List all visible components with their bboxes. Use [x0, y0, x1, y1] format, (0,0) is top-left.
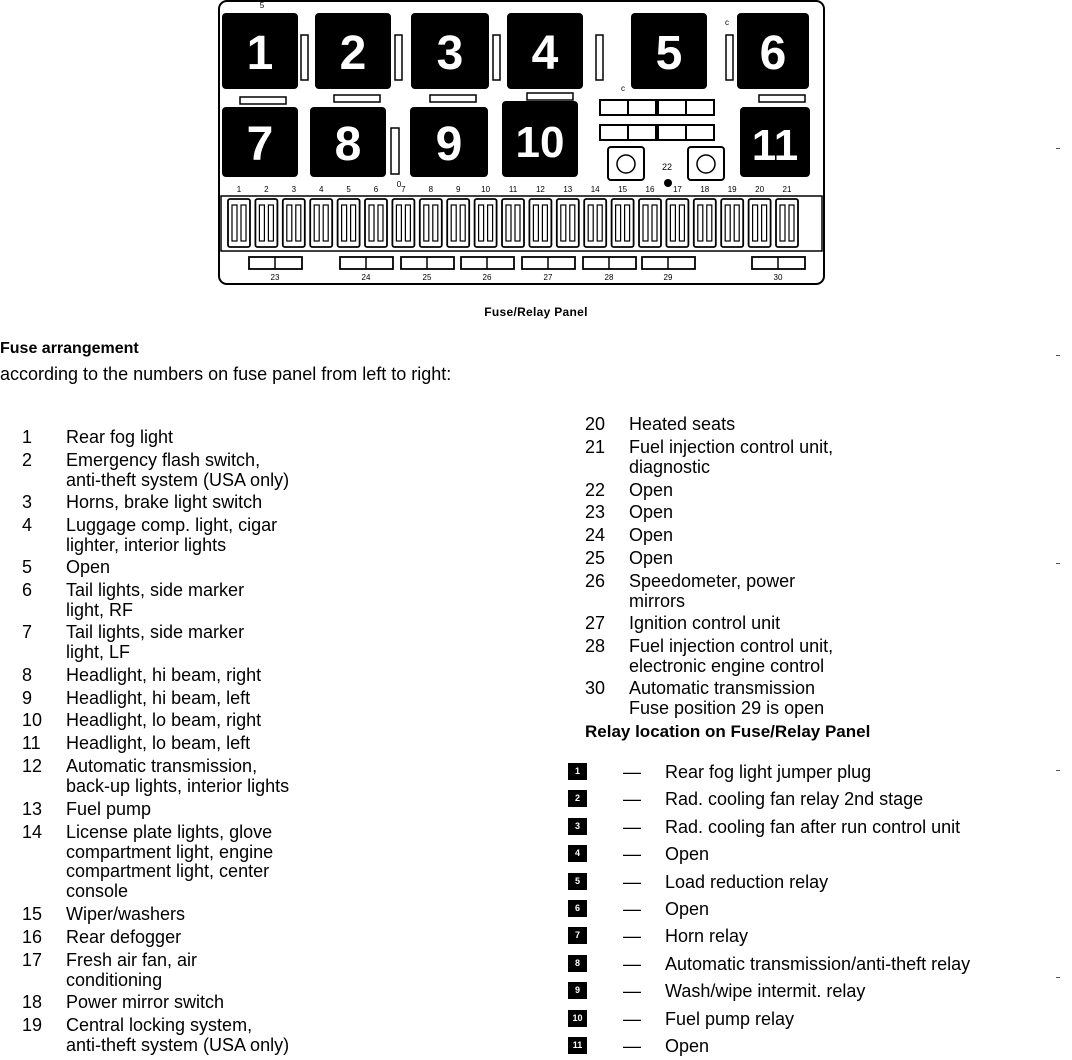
connector: [608, 147, 644, 180]
fuse-number-label: 8: [428, 185, 434, 194]
fuse: [365, 199, 387, 247]
diagram-small-label: c: [725, 18, 729, 27]
relay-dash: —: [623, 844, 641, 865]
relay-dash: —: [623, 899, 641, 919]
fuse-list-description: Power mirror switch: [66, 992, 225, 1012]
fuse-list-number: 30: [585, 678, 606, 698]
edge-mark: [1056, 563, 1060, 564]
fuse-list-number: 14: [22, 822, 43, 842]
fuse-number-label: 11: [508, 185, 518, 194]
fuse-list-description: Emergency flash switch, anti-theft system (USA only): [66, 450, 290, 490]
relay-number-badge: 3: [568, 818, 587, 835]
fuse: [639, 199, 661, 247]
fuse-list-description: Rear defogger: [66, 927, 182, 947]
fuse-list-number: 13: [22, 799, 43, 819]
fuse-list-number: 16: [22, 927, 43, 947]
fuse-list-description: Luggage comp. light, cigar lighter, interior lights: [66, 515, 278, 555]
relay-number-badge: 7: [568, 927, 587, 944]
fuse-number-label: 7: [401, 185, 406, 194]
relay-block-number: 3: [436, 27, 464, 80]
relay-block-number: 6: [759, 27, 787, 80]
relay-description: Fuel pump relay: [665, 1008, 795, 1029]
fuse: [502, 199, 524, 247]
relay-number-badge: 9: [568, 982, 587, 999]
ground-point: [664, 179, 672, 187]
fuse: [529, 199, 551, 247]
fuse-list-number: 23: [585, 502, 606, 522]
edge-mark: [1056, 355, 1060, 356]
fuse: [721, 199, 743, 247]
fuse-number-label: 5: [346, 185, 351, 194]
fuse-list-description: Automatic transmission Fuse position 29 is open: [629, 678, 825, 718]
fuse-list-number: 2: [22, 450, 33, 470]
fuse: [228, 199, 250, 247]
fuse-list-description: Speedometer, power mirrors: [629, 571, 796, 611]
fuse-list-number: 27: [585, 613, 606, 633]
diagram-caption: Fuse/Relay Panel: [484, 305, 588, 319]
relay-dash: —: [623, 953, 641, 974]
relay-dash: —: [623, 1036, 641, 1056]
relay-number-badge: 11: [568, 1037, 587, 1054]
fuse-list-number: 20: [585, 414, 606, 434]
fuse-number-label: 3: [291, 185, 297, 194]
relay-slot: [334, 95, 380, 102]
edge-mark: [1056, 770, 1060, 771]
relay-number-badge: 10: [568, 1010, 587, 1027]
fuse-list-number: 25: [585, 548, 606, 568]
fuse-number-label: 19: [727, 185, 737, 194]
fuse: [475, 199, 497, 247]
fuse: [392, 199, 414, 247]
relay-dash: —: [623, 1008, 641, 1029]
fuse-list-description: Headlight, hi beam, right: [66, 665, 262, 685]
fuse-list-number: 4: [22, 515, 33, 535]
fuse: [584, 199, 606, 247]
fuse-list-number: 1: [22, 427, 33, 447]
fuse-list-number: 26: [585, 571, 606, 591]
fuse-list-description: Horns, brake light switch: [66, 492, 263, 512]
relay-description: Rear fog light jumper plug: [665, 762, 872, 782]
fuse-list-description: License plate lights, glove compartment light, engine compartment light, center console: [66, 822, 274, 901]
bottom-fuse-number-label: 28: [604, 273, 614, 282]
relay-description: Rad. cooling fan relay 2nd stage: [665, 789, 924, 810]
relay-slot: [240, 97, 286, 104]
fuse-list-description: Wiper/washers: [66, 904, 186, 924]
fuse-number-label: 21: [782, 185, 792, 194]
diagram-small-label: c: [621, 84, 625, 93]
relay-block-number: 5: [655, 27, 683, 80]
relay-dash: —: [623, 926, 641, 947]
fuse-number-label: 12: [535, 185, 545, 194]
relay-dash: —: [623, 789, 641, 810]
connector: [688, 147, 724, 180]
relay-number-badge: 6: [568, 900, 587, 917]
fuse-list-description: Automatic transmission, back-up lights, interior lights: [66, 756, 290, 796]
fuse-list-description: Fuel pump: [66, 799, 152, 819]
diagram-small-label: 22: [661, 162, 673, 172]
fuse-list-number: 21: [585, 437, 606, 457]
bottom-fuse-number-label: 24: [361, 273, 371, 282]
relay-description: Open: [665, 899, 710, 919]
relay-dash: —: [623, 871, 641, 892]
relay-dash: —: [623, 816, 641, 837]
connector-terminal: [617, 155, 635, 173]
edge-mark: [1056, 977, 1060, 978]
bottom-fuse-number-label: 25: [422, 273, 432, 282]
fuse: [694, 199, 716, 247]
bottom-fuse-number-label: 30: [773, 273, 783, 282]
relay-slot: [759, 95, 805, 102]
fuse: [666, 199, 688, 247]
relay-slot: [726, 35, 733, 80]
fuse: [338, 199, 360, 247]
relay-location-heading: Relay location on Fuse/Relay Panel: [585, 722, 871, 741]
fuse-list-description: Open: [629, 480, 674, 500]
relay-description: Automatic transmission/anti-theft relay: [665, 953, 971, 974]
fuse-number-label: 4: [318, 185, 324, 194]
fuse-relay-panel-diagram: [0, 0, 1072, 300]
fuse-list-description: Headlight, lo beam, right: [66, 710, 262, 730]
fuse-list-number: 7: [22, 622, 33, 642]
fuse-number-label: 13: [563, 185, 573, 194]
fuse-number-label: 1: [236, 185, 242, 194]
fuse-list-description: Fuel injection control unit, electronic engine control: [629, 636, 834, 676]
fuse-list-description: Tail lights, side marker light, LF: [66, 622, 245, 662]
fuse: [255, 199, 277, 247]
fuse-list-number: 22: [585, 480, 606, 500]
fuse-list-number: 15: [22, 904, 43, 924]
relay-block-number: 11: [751, 121, 799, 170]
relay-slot: [391, 128, 399, 174]
diagram-small-label: 5: [259, 1, 265, 10]
bottom-fuse-number-label: 26: [482, 273, 492, 282]
relay-dash: —: [623, 762, 641, 782]
relay-slot: [395, 35, 402, 80]
bottom-fuse-number-label: 23: [270, 273, 280, 282]
fuse-list-description: Fuel injection control unit, diagnostic: [629, 437, 834, 477]
fuse-list-number: 11: [22, 733, 41, 753]
fuse-list-description: Headlight, hi beam, left: [66, 688, 251, 708]
fuse-number-label: 9: [455, 185, 461, 194]
fuse-list-description: Heated seats: [629, 414, 736, 434]
fuse-number-label: 15: [618, 185, 628, 194]
fuse-list-description: Rear fog light: [66, 427, 174, 447]
fuse-list-description: Open: [66, 557, 111, 577]
fuse: [420, 199, 442, 247]
bottom-fuse-number-label: 27: [543, 273, 553, 282]
relay-number-badge: 2: [568, 790, 587, 807]
relay-number-badge: 8: [568, 955, 587, 972]
fuse: [283, 199, 305, 247]
relay-description: Load reduction relay: [665, 871, 829, 892]
fuse: [612, 199, 634, 247]
fuse: [749, 199, 771, 247]
diagram-small-label: 0: [396, 180, 402, 189]
fuse-number-label: 14: [590, 185, 600, 194]
relay-number-badge: 1: [568, 763, 587, 780]
fuse: [557, 199, 579, 247]
relay-slot: [596, 35, 603, 80]
fuse-list-number: 3: [22, 492, 33, 512]
fuse-number-label: 16: [645, 185, 655, 194]
fuse-number-label: 2: [264, 185, 269, 194]
relay-dash: —: [623, 981, 641, 1002]
relay-description: Open: [665, 844, 710, 865]
fuse-arrangement-intro: according to the numbers on fuse panel from left to right:: [0, 364, 452, 384]
fuse-list-number: 28: [585, 636, 606, 656]
fuse-list-number: 6: [22, 580, 33, 600]
bottom-fuse-number-label: 29: [663, 273, 673, 282]
fuse-list-number: 8: [22, 665, 33, 685]
fuse-list-description: Open: [629, 525, 674, 545]
fuse-list-description: Open: [629, 548, 674, 568]
edge-mark: [1056, 148, 1060, 149]
fuse-number-label: 17: [672, 185, 682, 194]
fuse-list-number: 18: [22, 992, 43, 1012]
relay-block-number: 1: [246, 27, 274, 80]
relay-block-number: 8: [334, 118, 362, 171]
fuse-list-description: Headlight, lo beam, left: [66, 733, 251, 753]
fuse-list-description: Ignition control unit: [629, 613, 781, 633]
fuse-number-label: 6: [373, 185, 379, 194]
relay-block-number: 2: [339, 27, 367, 80]
relay-block-number: 4: [531, 27, 559, 80]
relay-number-badge: 4: [568, 845, 587, 862]
relay-description: Open: [665, 1036, 710, 1056]
relay-block-number: 9: [435, 118, 463, 171]
connector-terminal: [697, 155, 715, 173]
relay-description: Horn relay: [665, 926, 749, 947]
fuse: [776, 199, 798, 247]
fuse-list-description: Open: [629, 502, 674, 522]
relay-slot: [430, 95, 476, 102]
fuse-list-number: 17: [22, 950, 43, 970]
relay-block-number: 7: [246, 118, 274, 171]
relay-slot: [493, 35, 500, 80]
fuse-list-number: 19: [22, 1015, 43, 1035]
fuse: [310, 199, 332, 247]
fuse-list-number: 10: [22, 710, 43, 730]
relay-description: Rad. cooling fan after run control unit: [665, 816, 961, 837]
relay-slot: [527, 93, 573, 100]
fuse-number-label: 10: [481, 185, 491, 194]
relay-slot: [301, 35, 308, 80]
relay-description: Wash/wipe intermit. relay: [665, 981, 866, 1002]
fuse-list-number: 5: [22, 557, 33, 577]
fuse-list-description: Fresh air fan, air conditioning: [66, 950, 198, 990]
fuse-arrangement-heading: Fuse arrangement: [0, 340, 139, 357]
fuse-number-label: 20: [755, 185, 765, 194]
fuse-list-number: 24: [585, 525, 606, 545]
fuse-list-description: Tail lights, side marker light, RF: [66, 580, 245, 620]
fuse-number-label: 18: [700, 185, 710, 194]
fuse-list-description: Central locking system, anti-theft system (USA only): [66, 1015, 290, 1055]
relay-block-number: 10: [515, 118, 565, 167]
fuse-list-number: 12: [22, 756, 43, 776]
relay-number-badge: 5: [568, 873, 587, 890]
fuse-list-number: 9: [22, 688, 33, 708]
fuse: [447, 199, 469, 247]
